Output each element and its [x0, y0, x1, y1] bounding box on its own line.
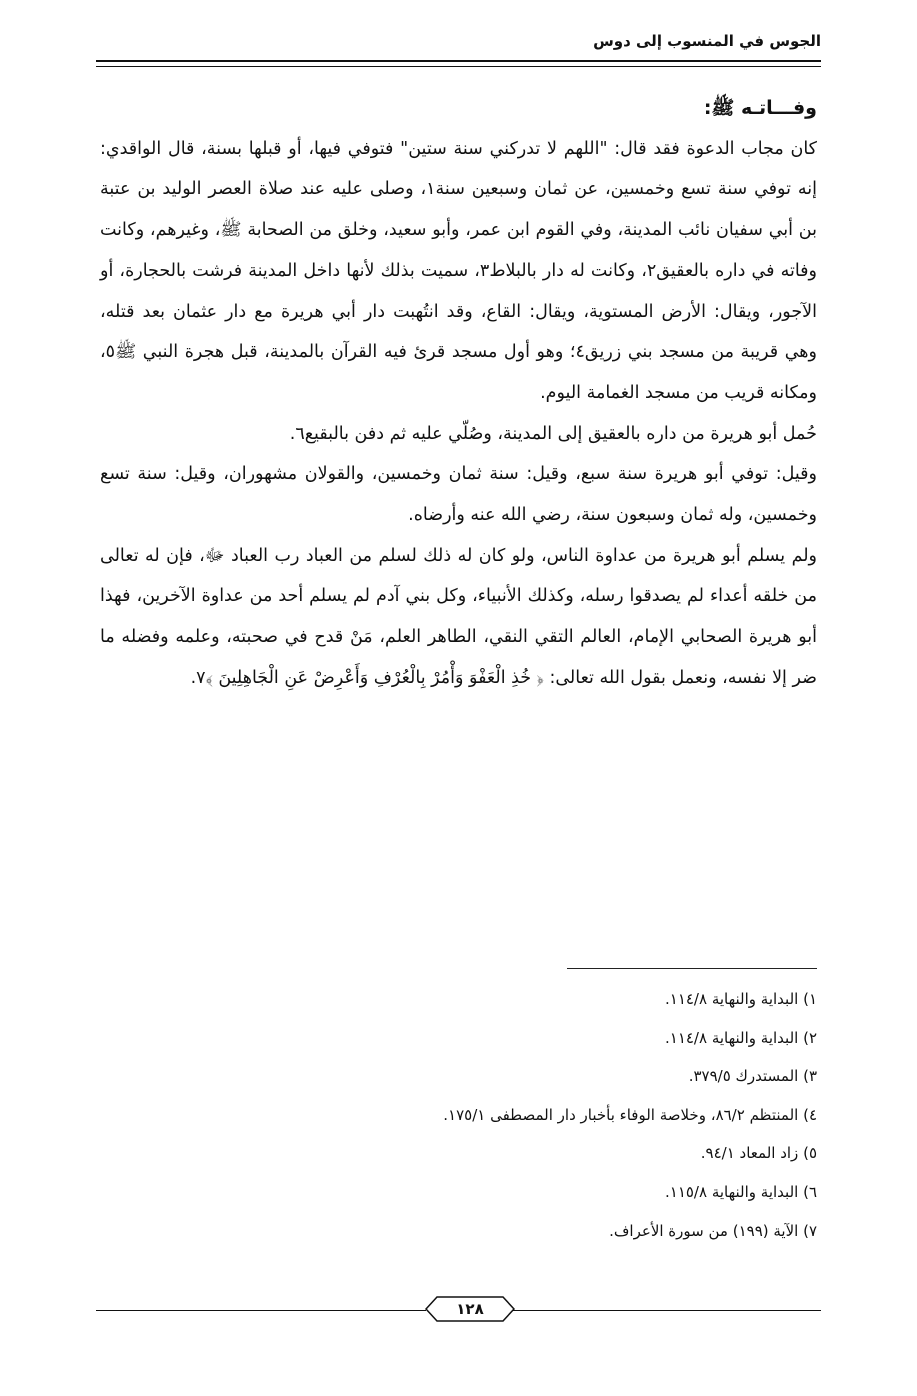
- footnote-item: ٣) المستدرك ٣٧٩/٥.: [688, 1067, 817, 1086]
- header-rule-thin: [96, 66, 821, 67]
- page-number-badge: [425, 1296, 515, 1322]
- paragraph: كان مجاب الدعوة فقد قال: "اللهم لا تدركني سنة ستين" فتوفي فيها، أو قبلها بسنة، قال الواقدي: إنه توفي سنة تسع وخمسين، عن ثمان وسبعين سنة١، وصلى عليه عند صلاة العصر الوليد بن عتبة بن أبي سفيان نائب المدينة، وفي القوم ابن عمر، وأبو سعيد، وخلق من الصحابة ﷺ، وغيرهم، وكانت وفاته في داره بالعقيق٢، وكانت له دار بالبلاط٣، سميت بذلك لأنها داخل المدينة فرشت بالحجارة، أو الآجور، ويقال: الأرض المستوية، ويقال: القاع، وقد انتُهبت دار أبي هريرة مع دار عثمان بعد قتله، وهي قريبة من مسجد بني زريق٤؛ وهو أول مسجد قرئ فيه القرآن بالمدينة، قبل هجرة النبي ﷺ٥، ومكانه قريب من مسجد الغمامة اليوم.: [100, 138, 817, 403]
- footnote-separator: [567, 968, 817, 969]
- footnote-item: ٥) زاد المعاد ٩٤/١.: [700, 1144, 817, 1163]
- paragraph: حُمل أبو هريرة من داره بالعقيق إلى المدينة، وصُلّي عليه ثم دفن بالبقيع٦.: [289, 423, 817, 444]
- footnote-item: ٧) الآية (١٩٩) من سورة الأعراف.: [609, 1221, 817, 1240]
- footnote-item: ٢) البداية والنهاية ١١٤/٨.: [664, 1028, 817, 1047]
- paragraph: وقيل: توفي أبو هريرة سنة سبع، وقيل: سنة ثمان وخمسين، والقولان مشهوران، وقيل: سنة تسع وخمسين، وله ثمان وسبعون سنة، رضي الله عنه وأرضاه.: [100, 464, 817, 526]
- header-rule-thick: [96, 60, 821, 62]
- running-title: الجوس في المنسوب إلى دوس: [593, 32, 821, 50]
- paragraph: ولم يسلم أبو هريرة من عداوة الناس، ولو كان له ذلك لسلم من العباد رب العباد ﷻ، فإن له تعالى من خلقه أعداء لم يصدقوا رسله، وكذلك الأنبياء، وكل بني آدم لم يسلم أحد من عداوة الآخرين، فهذا أبو هريرة الصحابي الإمام، العالم التقي النقي، الطاهر العلم، مَنْ قدح في صحبته، وعلمه وفضله ما ضر إلا نفسه، ونعمل بقول الله تعالى: ﴿ خُذِ الْعَفْوَ وَأْمُرْ بِالْعُرْفِ وَأَعْرِضْ عَنِ الْجَاهِلِينَ ﴾٧.: [100, 545, 817, 688]
- footer-rule-right: [491, 1310, 821, 1311]
- footnote-item: ٦) البداية والنهاية ١١٥/٨.: [664, 1182, 817, 1201]
- page-number: ١٢٨: [456, 1300, 484, 1318]
- footnote-item: ٤) المنتظم ٨٦/٢، وخلاصة الوفاء بأخبار دار المصطفى ١٧٥/١.: [443, 1105, 817, 1124]
- section-heading: وفـــاتـه ﷺ:: [703, 97, 817, 119]
- footer-rule-left: [96, 1310, 426, 1311]
- footnote-item: ١) البداية والنهاية ١١٤/٨.: [664, 990, 817, 1008]
- main-text: [100, 88, 817, 699]
- footnotes: [97, 980, 817, 1250]
